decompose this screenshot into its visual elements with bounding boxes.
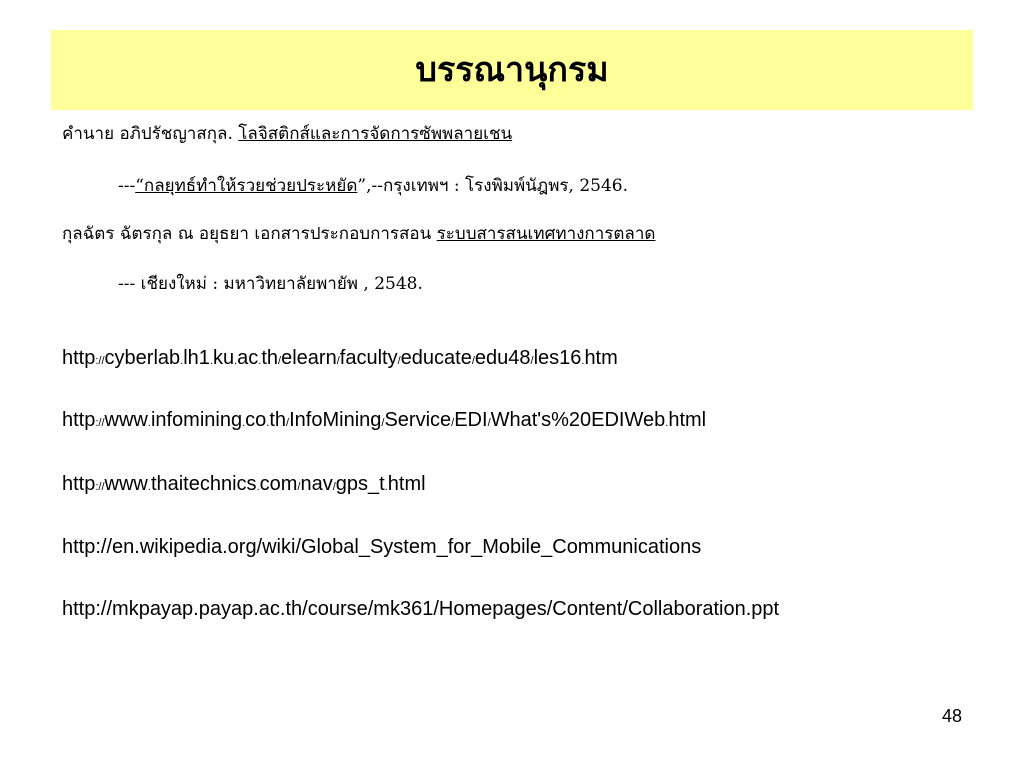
- reference-book-title: ระบบสารสนเทศทางการตลาด: [436, 224, 656, 244]
- url-line-2: http://www.infomining.co.th/InfoMining/Service/EDI/What's%20EDIWeb.html: [62, 409, 707, 431]
- reference-1-line-2: [118, 176, 628, 196]
- url-line-4: http://en.wikipedia.org/wiki/Global_System_for_Mobile_Communications: [62, 536, 702, 558]
- url-line-3: http://www.thaitechnics.com/nav/gps_t.html: [62, 473, 426, 495]
- reference-chapter: “กลยุทธ์ทำให้รวยช่วยประหยัด: [135, 176, 358, 196]
- url-line-5: http://mkpayap.payap.ac.th/course/mk361/Homepages/Content/Collaboration.ppt: [62, 598, 780, 620]
- reference-book-title: โลจิสติกส์และการจัดการซัพพลายเชน: [238, 124, 513, 144]
- reference-publisher: --- เชียงใหม่ : มหาวิทยาลัยพายัพ , 2548.: [118, 274, 423, 294]
- reference-author: กุลฉัตร ฉัตรกุล ณ อยุธยา เอกสารประกอบการสอน: [62, 224, 437, 244]
- reference-author: คำนาย อภิปรัชญาสกุล.: [62, 124, 239, 144]
- url-line-1: http://cyberlab.lh1.ku.ac.th/elearn/faculty/educate/edu48/les16.htm: [62, 347, 618, 369]
- reference-2-line-1: [62, 224, 655, 244]
- title-banner: [51, 30, 973, 110]
- slide-title: บรรณานุกรม: [415, 50, 609, 90]
- reference-continuation-prefix: ---: [118, 176, 136, 196]
- reference-publisher: ”,--กรุงเทพฯ : โรงพิมพ์นัฎพร, 2546.: [357, 176, 629, 196]
- reference-2-line-2: [118, 274, 423, 294]
- page-number: 48: [941, 706, 962, 726]
- reference-1-line-1: [62, 124, 512, 144]
